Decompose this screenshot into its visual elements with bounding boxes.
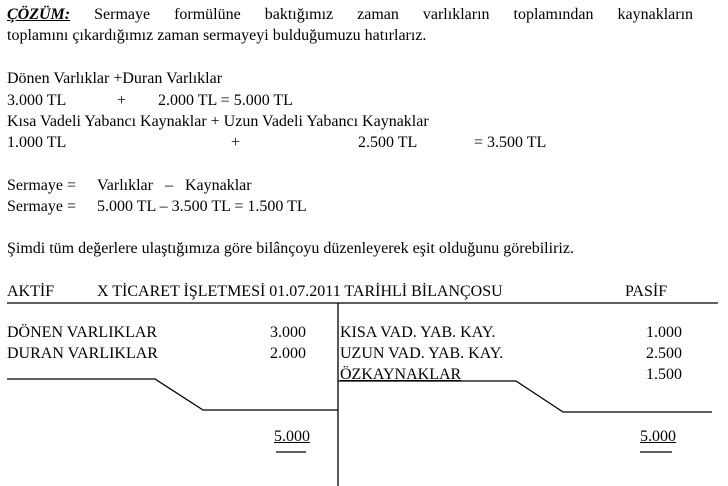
asset-row-current-value: 3.000 [270,324,306,341]
liability-row-short-value: 1.000 [646,324,682,341]
liabilities-short-value: 1.000 TL [7,134,67,151]
balance-sheet-left-header: AKTİF [7,283,55,300]
intro-line-2: toplamını çıkardığımız zaman sermayeyi bulduğumuzu hatırlarız. [7,27,427,44]
assets-current-value: 3.000 TL [7,92,67,109]
liability-row-long-value: 2.500 [646,345,682,362]
conclusion-text: Şimdi tüm değerlere ulaştığımıza göre bilânçoyu düzenleyerek eşit olduğunu görebiliriz. [7,240,574,257]
liability-row-short-name: KISA VAD. YAB. KAY. [340,324,496,341]
equity-formula-text-2: 5.000 TL – 3.500 TL = 1.500 TL [97,198,307,215]
balance-sheet-title: X TİCARET İŞLETMESİ 01.07.2011 TARİHLİ BİLANÇOSU [97,283,503,300]
assets-total: 5.000 [274,428,310,445]
solution-label: ÇÖZÜM: [7,6,71,23]
liabilities-total: 5.000 [640,428,676,445]
asset-row-fixed-name: DURAN VARLIKLAR [7,345,158,362]
asset-row-fixed-value: 2.000 [270,345,306,362]
liability-row-long-name: UZUN VAD. YAB. KAY. [340,345,504,362]
equity-formula-text-1: Varlıklar – Kaynaklar [97,177,252,194]
liabilities-long-value: 2.500 TL [358,134,418,151]
intro-line-1-text: Sermaye formülüne baktığımız zaman varlıkların toplamından kaynakların [94,6,694,23]
asset-row-current-name: DÖNEN VARLIKLAR [7,324,158,341]
assets-title: Dönen Varlıklar +Duran Varlıklar [7,70,223,87]
liabilities-title: Kısa Vadeli Yabancı Kaynaklar + Uzun Vadeli Yabancı Kaynaklar [7,113,429,130]
liability-row-equity-name: ÖZKAYNAKLAR [340,366,462,383]
equity-formula-label-2: Sermaye = [7,198,76,215]
liability-row-equity-value: 1.500 [646,366,682,383]
assets-closing-rule [7,379,338,410]
liabilities-total: = 3.500 TL [474,134,547,151]
liabilities-closing-rule [338,381,712,412]
liabilities-plus-sign: + [231,134,241,151]
equity-formula-label-1: Sermaye = [7,177,76,194]
balance-sheet-right-header: PASİF [625,283,668,300]
assets-plus-sign: + [117,92,127,109]
assets-sum: 2.000 TL = 5.000 TL [158,92,293,109]
